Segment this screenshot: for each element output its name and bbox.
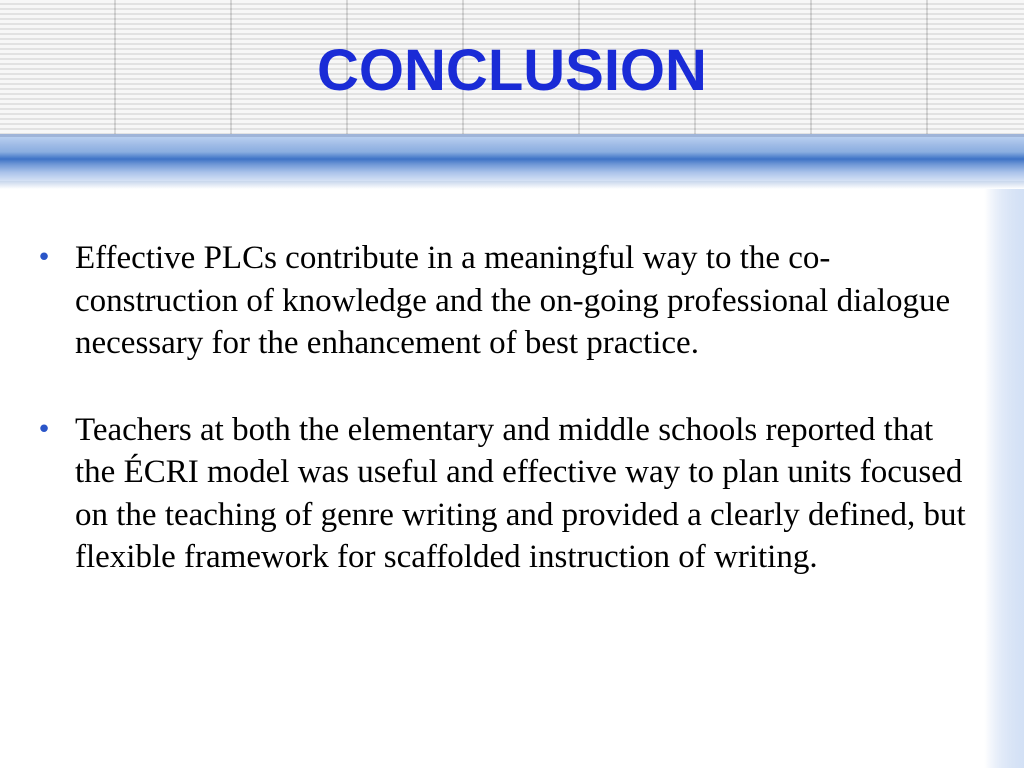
- bullet-marker: •: [36, 414, 52, 445]
- slide-title: CONCLUSION: [317, 38, 707, 103]
- bullet-marker: •: [36, 243, 52, 273]
- right-edge-gradient: [984, 189, 1024, 768]
- header-accent-bar: [0, 137, 1024, 181]
- bullet-list: [34, 237, 974, 579]
- bullet-item: [34, 237, 974, 365]
- bullet-text: Teachers at both the elementary and middle schools reported that the ÉCRI model was useful and effective way to plan units focused on the teaching of genre writing and provided a clearly defined, but flexible framework for scaffolded instruction of writing.: [75, 411, 966, 575]
- bullet-text: Effective PLCs contribute in a meaningful way to the co-construction of knowledge and the on-going professional dialogue necessary for the enhancement of best practice.: [75, 240, 951, 361]
- header-accent-shadow: [0, 181, 1024, 189]
- bullet-item: [34, 409, 974, 579]
